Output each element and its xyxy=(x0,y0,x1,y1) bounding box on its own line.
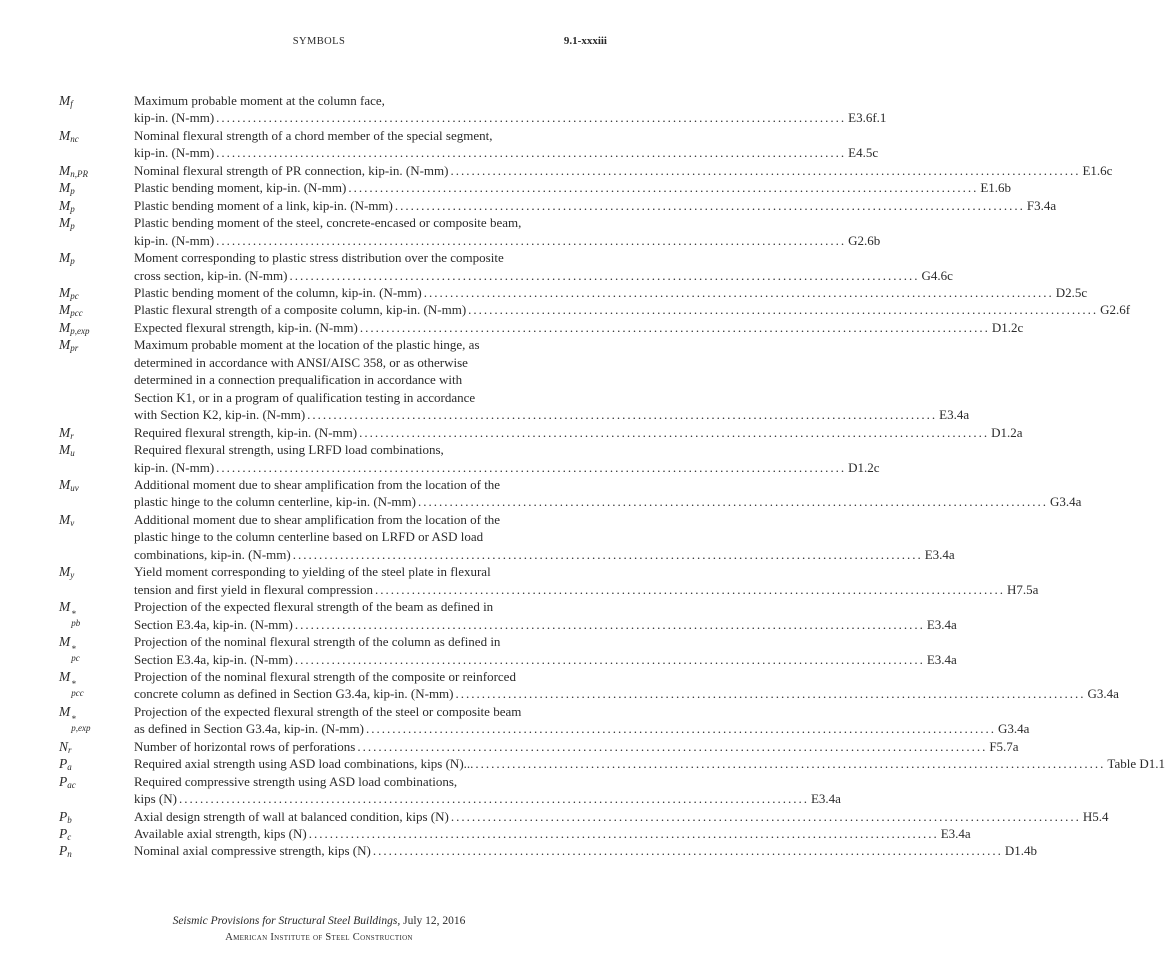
symbol-definition xyxy=(134,738,1019,755)
symbol-definition xyxy=(134,179,1011,196)
leader-dots: ........................................................................................................................ xyxy=(308,826,939,842)
section-reference: G3.4a xyxy=(997,721,1030,737)
symbol-subscript: f xyxy=(70,99,73,109)
symbol-notation xyxy=(59,808,134,825)
symbol-subscript: r xyxy=(70,430,74,441)
symbol-superscript: * xyxy=(71,678,76,689)
symbol-definition xyxy=(134,424,1023,441)
symbol-notation xyxy=(59,633,134,668)
definition-line: kips (N) xyxy=(134,791,177,807)
symbol-base: M xyxy=(59,284,71,300)
symbol-entry xyxy=(59,424,1023,441)
symbol-base: M xyxy=(59,634,71,650)
symbol-definition xyxy=(134,301,1130,318)
page-number: 9.1-xxxiii xyxy=(563,35,607,47)
symbol-base: M xyxy=(59,93,71,108)
symbol-definition xyxy=(134,249,953,284)
section-reference: D1.2c xyxy=(848,459,880,475)
section-reference: E3.4a xyxy=(924,546,955,562)
symbol-subscript: p,exp xyxy=(70,325,90,336)
definition-line: Expected flexural strength, kip-in. (N-mm) xyxy=(134,319,358,335)
symbol-entry xyxy=(59,92,887,127)
symbol-base: M xyxy=(59,250,71,266)
symbol-list xyxy=(59,92,1165,860)
definition-line: determined in accordance with ANSI/AISC 358, or as otherwise xyxy=(134,354,468,370)
section-reference: E3.4a xyxy=(810,791,841,807)
symbol-subscript: pr xyxy=(70,343,79,354)
symbol-entry xyxy=(59,249,953,284)
symbol-base: M xyxy=(59,215,71,231)
section-reference: F3.4a xyxy=(1026,197,1057,213)
symbol-subscript: uv xyxy=(70,482,79,493)
definition-line: kip-in. (N-mm) xyxy=(134,110,215,126)
definition-line: Nominal axial compressive strength, kips (N) xyxy=(134,843,371,859)
symbol-subscript: p xyxy=(70,203,75,214)
symbol-subscript: p xyxy=(70,186,75,197)
symbol-subscript: y xyxy=(70,570,75,581)
symbol-definition xyxy=(134,511,955,563)
symbol-subscript: pc xyxy=(71,653,80,664)
symbol-entry xyxy=(59,563,1039,598)
definition-line: Projection of the nominal flexural strength of the column as defined in xyxy=(134,634,501,650)
symbol-base: M xyxy=(59,337,71,353)
symbol-subscript: a xyxy=(67,762,72,773)
section-reference: G3.4a xyxy=(1087,686,1119,702)
symbol-entry xyxy=(59,162,1113,179)
definition-line: kip-in. (N-mm) xyxy=(134,232,215,248)
symbol-subscript: pcc xyxy=(71,687,84,698)
definition-line: plastic hinge to the column centerline based on LRFD or ASD load xyxy=(134,529,484,545)
definition-line: Projection of the expected flexural strength of the beam as defined in xyxy=(134,599,494,615)
definition-line: Yield moment corresponding to yielding of the steel plate in flexural xyxy=(134,564,491,580)
symbol-subscript: p xyxy=(70,221,75,232)
symbol-entry xyxy=(59,825,971,843)
leader-dots: ........................................................................................................................ xyxy=(292,546,923,562)
definition-line: Plastic bending moment of the steel, concrete-encased or composite beam, xyxy=(134,215,522,231)
symbol-entry xyxy=(59,319,1024,336)
symbol-definition xyxy=(134,598,957,633)
definition-line: Section E3.4a, kip-in. (N-mm) xyxy=(134,651,293,667)
definition-line: Maximum probable moment at the location of the plastic hinge, as xyxy=(134,337,480,353)
definition-line: Maximum probable moment at the column face, xyxy=(134,93,385,108)
leader-dots: ........................................................................................................................ xyxy=(365,721,996,737)
footer-citation xyxy=(0,915,638,927)
definition-line: concrete column as defined in Section G3.4a, kip-in. (N-mm) xyxy=(134,686,454,702)
symbol-subscript: v xyxy=(70,517,75,528)
symbol-base: P xyxy=(59,843,68,859)
symbol-entry xyxy=(59,301,1131,319)
symbol-entry xyxy=(59,336,970,423)
definition-line: Moment corresponding to plastic stress distribution over the composite xyxy=(134,250,504,266)
symbol-definition xyxy=(134,319,1023,336)
leader-dots: ........................................................................................................................ xyxy=(348,180,979,196)
symbol-notation xyxy=(59,703,134,738)
symbol-notation xyxy=(59,319,134,336)
section-reference: D1.4b xyxy=(1004,843,1037,859)
definition-line: Axial design strength of wall at balanced condition, kips (N) xyxy=(134,808,449,824)
section-reference: E3.4a xyxy=(939,407,970,423)
symbol-base: P xyxy=(59,756,68,772)
definition-line: Nominal flexural strength of a chord member of the special segment, xyxy=(134,127,493,143)
section-reference: G4.6c xyxy=(921,267,953,283)
symbol-definition xyxy=(134,92,886,127)
leader-dots: ........................................................................................................................ xyxy=(216,110,847,126)
leader-dots: ........................................................................................................................ xyxy=(423,284,1054,300)
definition-line: Projection of the nominal flexural strength of the composite or reinforced xyxy=(134,668,516,684)
leader-dots: ........................................................................................................................ xyxy=(394,197,1025,213)
definition-line: Section E3.4a, kip-in. (N-mm) xyxy=(134,616,293,632)
definition-line: Required flexural strength, using LRFD load combinations, xyxy=(134,442,444,458)
symbol-entry xyxy=(59,842,1037,860)
symbol-notation xyxy=(59,424,134,441)
definition-line: determined in a connection prequalification in accordance with xyxy=(134,372,463,388)
symbol-base: P xyxy=(59,826,68,842)
section-reference: G2.6f xyxy=(1100,302,1131,318)
symbol-notation xyxy=(59,336,134,423)
symbol-base: M xyxy=(59,599,71,615)
symbol-base: M xyxy=(59,180,71,196)
section-reference: H5.4 xyxy=(1082,808,1109,824)
symbol-superscript: * xyxy=(71,609,76,620)
symbol-subscript: p xyxy=(70,256,75,267)
symbol-base: M xyxy=(59,703,71,719)
symbol-notation xyxy=(59,755,134,772)
definition-line: kip-in. (N-mm) xyxy=(134,145,215,161)
symbol-notation xyxy=(59,214,134,249)
symbol-subscript: pcc xyxy=(70,308,83,319)
symbol-notation xyxy=(59,162,134,179)
symbol-subscript: p,exp xyxy=(71,722,91,733)
section-reference: G2.6b xyxy=(848,232,881,248)
symbol-definition xyxy=(134,563,1038,598)
symbol-definition xyxy=(134,633,957,668)
symbol-subscript: r xyxy=(68,744,72,755)
definition-line: Plastic flexural strength of a composite column, kip-in. (N-mm) xyxy=(134,302,467,318)
symbol-definition xyxy=(134,476,1081,511)
symbol-definition xyxy=(134,703,1029,738)
leader-dots: ........................................................................................................................ xyxy=(450,162,1081,178)
symbol-entry xyxy=(59,755,1165,773)
symbol-definition xyxy=(134,441,880,476)
section-reference: E1.6b xyxy=(980,180,1012,196)
definition-line: Additional moment due to shear amplification from the location of the xyxy=(134,511,501,527)
leader-dots: ........................................................................................................................ xyxy=(475,756,1106,772)
definition-line: Required axial strength using ASD load combinations, kips (N)... xyxy=(134,756,474,772)
symbol-notation xyxy=(59,301,134,318)
symbol-entry xyxy=(59,773,841,808)
leader-dots: ........................................................................................................................ xyxy=(307,407,938,423)
symbol-definition xyxy=(134,808,1108,825)
symbol-base: M xyxy=(59,442,71,458)
symbol-notation xyxy=(59,92,134,127)
symbol-entry xyxy=(59,738,1019,755)
section-reference: D2.5c xyxy=(1055,284,1088,300)
symbol-notation xyxy=(59,127,134,162)
symbol-entry xyxy=(59,633,957,668)
symbol-base: M xyxy=(59,302,71,318)
symbol-notation xyxy=(59,773,134,808)
symbol-base: P xyxy=(59,808,68,824)
definition-line: Plastic bending moment of the column, kip-in. (N-mm) xyxy=(134,284,422,300)
leader-dots: ........................................................................................................................ xyxy=(289,267,920,283)
leader-dots: ........................................................................................................................ xyxy=(468,302,1099,318)
leader-dots: ........................................................................................................................ xyxy=(216,145,847,161)
symbol-base: N xyxy=(59,738,69,754)
symbol-base: M xyxy=(59,424,71,440)
symbol-definition xyxy=(134,825,971,842)
symbol-notation xyxy=(59,668,134,703)
symbol-definition xyxy=(134,197,1056,214)
symbol-definition xyxy=(134,336,969,423)
symbol-notation xyxy=(59,598,134,633)
section-reference: E1.6c xyxy=(1082,162,1113,178)
symbol-entry xyxy=(59,598,957,633)
symbol-subscript: pc xyxy=(70,290,79,301)
leader-dots: ........................................................................................................................ xyxy=(216,232,847,248)
symbol-entry xyxy=(59,476,1082,511)
definition-line: Required compressive strength using ASD load combinations, xyxy=(134,773,458,789)
running-header-title: SYMBOLS xyxy=(292,36,346,47)
leader-dots: ........................................................................................................................ xyxy=(294,616,925,632)
symbol-notation xyxy=(59,842,134,859)
definition-line: Nominal flexural strength of PR connection, kip-in. (N-mm) xyxy=(134,162,449,178)
symbol-base: M xyxy=(59,511,71,527)
definition-line: Required flexural strength, kip-in. (N-mm) xyxy=(134,424,358,440)
footer-publisher: American Institute of Steel Construction xyxy=(225,932,413,943)
symbol-notation xyxy=(59,476,134,511)
definition-line: kip-in. (N-mm) xyxy=(134,459,215,475)
symbol-subscript: ac xyxy=(67,779,76,790)
section-reference: D1.2c xyxy=(991,319,1024,335)
section-reference: D1.2a xyxy=(991,424,1023,440)
symbol-definition xyxy=(134,842,1037,859)
symbol-notation xyxy=(59,825,134,842)
leader-dots: ........................................................................................................................ xyxy=(178,791,809,807)
definition-line: cross section, kip-in. (N-mm) xyxy=(134,267,288,283)
symbol-entry xyxy=(59,511,955,563)
leader-dots: ........................................................................................................................ xyxy=(359,424,990,440)
section-reference: E4.5c xyxy=(848,145,879,161)
symbol-superscript: * xyxy=(71,713,76,724)
symbol-subscript: n xyxy=(67,849,72,860)
section-reference: G3.4a xyxy=(1049,494,1082,510)
section-reference: H7.5a xyxy=(1007,581,1039,597)
section-reference: E3.4a xyxy=(940,826,971,842)
symbol-notation xyxy=(59,563,134,598)
leader-dots: ........................................................................................................................ xyxy=(357,738,988,754)
definition-line: combinations, kip-in. (N-mm) xyxy=(134,546,291,562)
section-reference: E3.4a xyxy=(926,616,957,632)
section-reference: E3.6f.1 xyxy=(848,110,887,126)
symbol-subscript: u xyxy=(70,448,75,459)
definition-line: Available axial strength, kips (N) xyxy=(134,826,307,842)
symbol-definition xyxy=(134,668,1119,703)
symbol-definition xyxy=(134,284,1087,301)
footer-title: Seismic Provisions for Structural Steel Buildings, xyxy=(172,915,401,927)
definition-line: Section K1, or in a program of qualification testing in accordance xyxy=(134,389,476,405)
symbol-subscript: c xyxy=(67,832,72,843)
symbol-notation xyxy=(59,511,134,563)
symbol-entry xyxy=(59,441,880,476)
symbol-notation xyxy=(59,738,134,755)
symbol-subscript: nc xyxy=(70,133,79,144)
footer-date: July 12, 2016 xyxy=(403,915,466,927)
symbol-definition xyxy=(134,127,878,162)
section-reference: E3.4a xyxy=(926,651,957,667)
symbol-notation xyxy=(59,441,134,476)
symbol-base: M xyxy=(59,197,71,213)
leader-dots: ........................................................................................................................ xyxy=(359,319,990,335)
symbol-definition xyxy=(134,773,841,808)
symbol-base: P xyxy=(59,773,68,789)
symbol-notation xyxy=(59,179,134,196)
symbol-entry xyxy=(59,179,1012,197)
definition-line: tension and first yield in flexural compression xyxy=(134,581,374,597)
leader-dots: ........................................................................................................................ xyxy=(455,686,1086,702)
symbol-notation xyxy=(59,284,134,301)
symbol-entry xyxy=(59,668,1119,703)
definition-line: as defined in Section G3.4a, kip-in. (N-mm) xyxy=(134,721,364,737)
definition-line: plastic hinge to the column centerline, kip-in. (N-mm) xyxy=(134,494,416,510)
definition-line: Plastic bending moment of a link, kip-in. (N-mm) xyxy=(134,197,393,213)
symbol-definition xyxy=(134,214,880,249)
leader-dots: ........................................................................................................................ xyxy=(375,581,1006,597)
definition-line: Projection of the expected flexural strength of the steel or composite beam xyxy=(134,703,522,719)
leader-dots: ........................................................................................................................ xyxy=(417,494,1048,510)
leader-dots: ........................................................................................................................ xyxy=(372,843,1003,859)
symbol-base: M xyxy=(59,476,71,492)
leader-dots: ........................................................................................................................ xyxy=(450,808,1081,824)
symbol-entry xyxy=(59,284,1088,301)
definition-line: Number of horizontal rows of perforations xyxy=(134,738,356,754)
symbol-entry xyxy=(59,214,881,249)
section-reference: F5.7a xyxy=(989,738,1019,754)
leader-dots: ........................................................................................................................ xyxy=(216,459,847,475)
symbol-entry xyxy=(59,197,1057,214)
symbol-base: M xyxy=(59,564,71,580)
definition-line: Plastic bending moment, kip-in. (N-mm) xyxy=(134,180,347,196)
symbol-superscript: * xyxy=(71,644,76,655)
leader-dots: ........................................................................................................................ xyxy=(294,651,925,667)
section-reference: Table D1.1 xyxy=(1107,756,1165,772)
symbol-notation xyxy=(59,197,134,214)
symbol-base: M xyxy=(59,668,71,684)
symbol-notation xyxy=(59,249,134,284)
symbol-definition xyxy=(134,755,1165,772)
definition-line: with Section K2, kip-in. (N-mm) xyxy=(134,407,306,423)
symbol-entry xyxy=(59,808,1109,825)
symbol-subscript: b xyxy=(67,814,72,825)
symbol-base: M xyxy=(59,319,71,335)
symbol-base: M xyxy=(59,162,71,178)
symbol-entry xyxy=(59,127,879,162)
symbol-subscript: pb xyxy=(71,618,81,629)
symbol-base: M xyxy=(59,127,71,143)
symbol-entry xyxy=(59,703,1030,738)
symbol-definition xyxy=(134,162,1112,179)
symbol-subscript: n,PR xyxy=(70,168,88,179)
definition-line: Additional moment due to shear amplification from the location of the xyxy=(134,476,501,492)
